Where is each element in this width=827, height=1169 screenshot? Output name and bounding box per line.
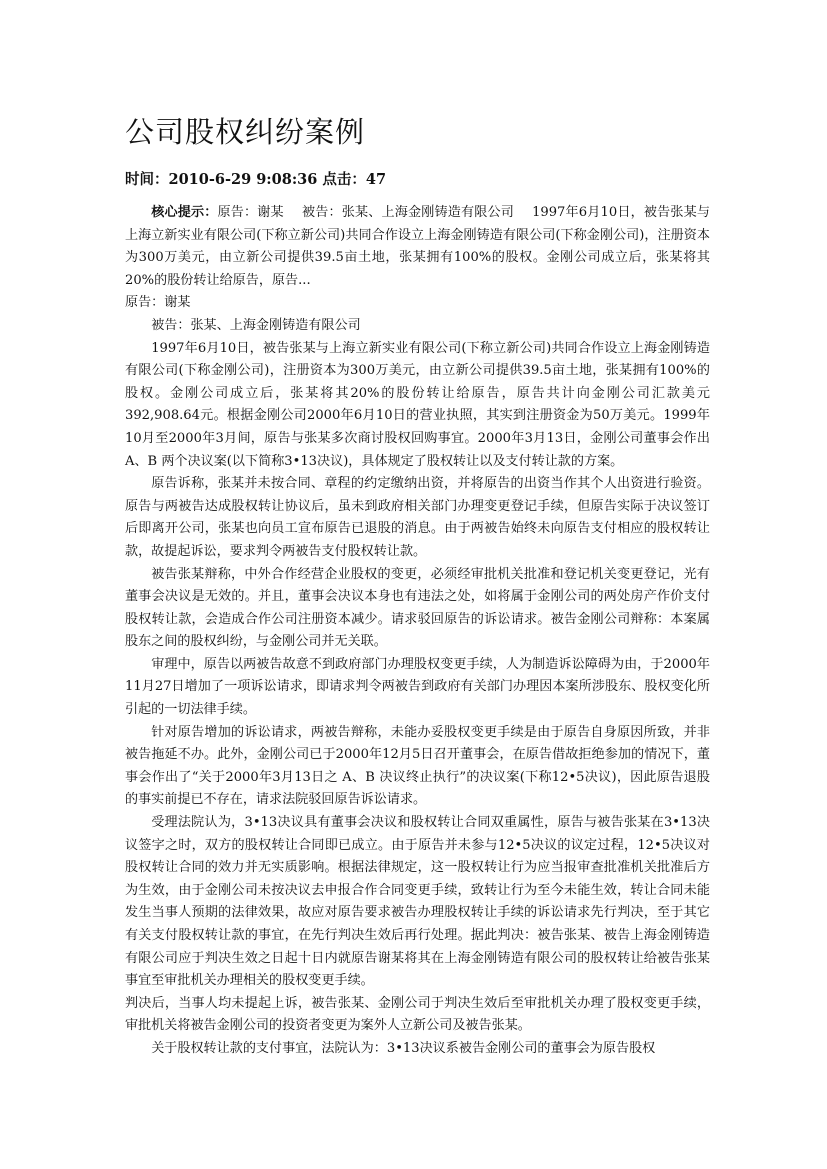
clicks-value: 47 — [365, 171, 387, 188]
paragraph-defense: 被告张某辩称，中外合作经营企业股权的变更，必须经审批机关批准和登记机关变更登记，光有董事会决议是无效的。并且，董事会决议本身也有违法之处，如将属于金刚公司的两处房产作价支付股权转让款，会造成合作公司注册资本减少。请求驳回原告的诉讼请求。被告金刚公司辩称：本案属股东之间的股权纠纷，与金刚公司并无关联。 — [125, 566, 710, 650]
paragraph-rebuttal: 针对原告增加的诉讼请求，两被告辩称，未能办妥股权变更手续是由于原告自身原因所致，并非被告拖延不办。此外，金刚公司已于2000年12月5日召开董事会，在原告借故拒绝参加的情况下，董事会作出了“关于2000年3月13日之 A、B 决议终止执行”的决议案(下称12•5决议)，因此原告退股的事实前提已不存在，请求法院驳回原告诉讼请求。 — [125, 724, 710, 808]
paragraph-plaintiff-claim: 原告诉称，张某并未按合同、章程的约定缴纳出资，并将原告的出资当作其个人出资进行验资。原告与两被告达成股权转让协议后，虽未到政府相关部门办理变更登记手续，但原告实际于决议签订后即离开公司，张某也向员工宣布原告已退股的消息。由于两被告始终未向原告支付相应的股权转让款，故提起诉讼，要求判令两被告支付股权转让款。 — [125, 476, 710, 559]
article-meta — [125, 170, 386, 190]
paragraph-plaintiff: 原告：谢某 — [125, 295, 191, 311]
summary-text: 1997年6月10日，被告张某与上海立新实业有限公司(下称立新公司)共同合作设立上海金刚铸造有限公司(下称金刚公司)，注册资本为300万美元，由立新公司提供39.5亩土地，张某拥有100%的股权。金刚公司成立后，张某将其20%的股份转让给原告，原告... — [125, 205, 711, 288]
article-body — [125, 202, 710, 1061]
paragraph-after-judgment: 判决后，当事人均未提起上诉，被告张某、金刚公司于判决生效后至审批机关办理了股权变更手续，审批机关将被告金刚公司的投资者变更为案外人立新公司及被告张某。 — [125, 995, 710, 1034]
paragraph-payment: 关于股权转让款的支付事宜，法院认为：3•13决议系被告金刚公司的董事会为原告股权 — [151, 1040, 656, 1056]
summary-plaintiff: 原告：谢某 — [217, 205, 284, 220]
summary-paragraph — [125, 202, 710, 292]
paragraph-background: 1997年6月10日，被告张某与上海立新实业有限公司(下称立新公司)共同合作设立上海金刚铸造有限公司(下称金刚公司)，注册资本为300万美元，由立新公司提供39.5亩土地，张某拥有100%的股权。金刚公司成立后，张某将其20%的股份转让给原告，原告共计向金刚公司汇款美元392,908.64元。根据金刚公司2000年6月10日的营业执照，其实到注册资金为50万美元。1999年10月至2000年3月间，原告与张某多次商讨股权回购事宜。2000年3月13日，金刚公司董事会作出 A、B 两个决议案(以下简称3•13决议)，具体规定了股权转让以及支付转让款的方案。 — [125, 340, 710, 469]
time-label: 时间： — [125, 171, 169, 188]
paragraph-defendant: 被告：张某、上海金刚铸造有限公司 — [151, 317, 361, 333]
summary-label: 核心提示： — [151, 205, 218, 220]
paragraph-court-opinion: 受理法院认为，3•13决议具有董事会决议和股权转让合同双重属性，原告与被告张某在3•13决议签字之时，双方的股权转让合同即已成立。由于原告并未参与12•5决议的议定过程，12•5决议对股权转让合同的效力并无实质影响。根据法律规定，这一股权转让行为应当报审查批准机关批准后方为生效，由于金刚公司未按决议去申报合作合同变更手续，致转让行为至今未能生效，转让合同未能发生当事人预期的法律效果，故应对原告要求被告办理股权转让手续的诉讼请求先行判决，至于其它有关支付股权转让款的事宜，在先行判决生效后再行处理。据此判决：被告张某、被告上海金刚铸造有限公司应于判决生效之日起十日内就原告谢某将其在上海金刚铸造有限公司的股权转让给被告张某事宜至审批机关办理相关的股权变更手续。 — [125, 815, 710, 989]
article-title: 公司股权纠纷案例 — [125, 115, 366, 149]
summary-defendant: 被告：张某、上海金刚铸造有限公司 — [301, 205, 515, 220]
clicks-label: 点击： — [322, 171, 366, 188]
paragraph-trial: 审理中，原告以两被告故意不到政府部门办理股权变更手续，人为制造诉讼障碍为由，于2000年11月27日增加了一项诉讼请求，即请求判令两被告到政府有关部门办理因本案所涉股东、股权变化所引起的一切法律手续。 — [125, 656, 710, 718]
time-value: 2010-6-29 9:08:36 — [168, 171, 318, 188]
